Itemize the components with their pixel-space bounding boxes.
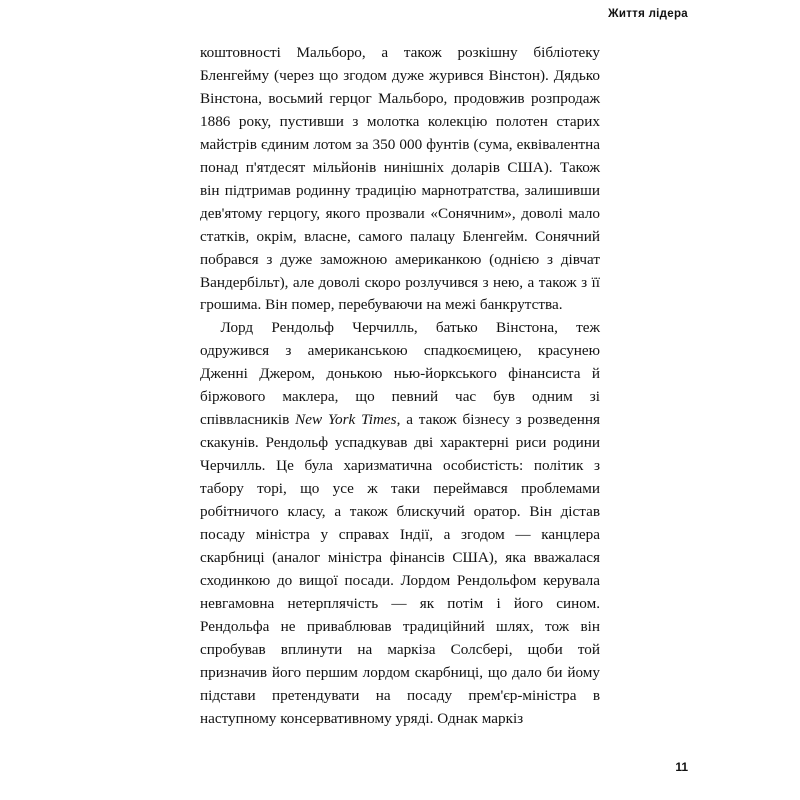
body-text-column <box>200 42 600 731</box>
newspaper-title: New York Times <box>295 411 397 429</box>
paragraph-2 <box>200 317 600 730</box>
paragraph-2-tail: , а також бізнесу з розведення скакунів. Рендольф успадкував дві характерні риси родини Черчилль. Це була харизматична особистість: політик з табору торі, що усе ж таки переймався проблемами робітничого класу, а також блискучий оратор. Він дістав посаду міністра у справах Індії, а згодом — канцлера скарбниці (аналог міністра фінансів США), яка вважалася сходинкою до вищої посади. Лордом Рендольфом керувала невгамовна нетерплячість — як потім і його сином. Рендольфа не приваблював традиційний шлях, тож він спробував вплинути на маркіза Солсбері, щоби той призначив його першим лордом скарбниці, що дало би йому підстави претендувати на посаду прем'єр-міністра в наступному консервативному уряді. Однак маркіз <box>200 411 601 727</box>
running-head: Життя лідера <box>608 8 688 20</box>
page-number: 11 <box>675 760 688 774</box>
paragraph-2-lead: Лорд Рендольф Черчилль, батько Вінстона, теж одружився з американською спадкоємицею, красунею Дженні Джером, донькою нью-йоркського фінансиста й біржового маклера, що певний час був одним зі співвласників <box>200 319 600 429</box>
paragraph-1: коштовності Мальборо, а також розкішну бібліотеку Бленгейму (через що згодом дуже журився Вінстон). Дядько Вінстона, восьмий герцог Мальборо, продовжив розпродаж 1886 року, пустивши з молотка колекцію полотен старих майстрів єдиним лотом за 350 000 фунтів (сума, еквівалентна понад п'ятдесят мільйонів нинішніх доларів США). Також він підтримав родинну традицію марнотратства, залишивши дев'ятому герцогу, якого прозвали «Сонячним», доволі мало статків, окрім, власне, самого палацу Бленгейм. Сонячний побрався з дуже заможною американкою (однією з дівчат Вандербільт), але доволі скоро розлучився з нею, а також з її грошима. Він помер, перебуваючи на межі банкрутства. <box>200 44 600 314</box>
